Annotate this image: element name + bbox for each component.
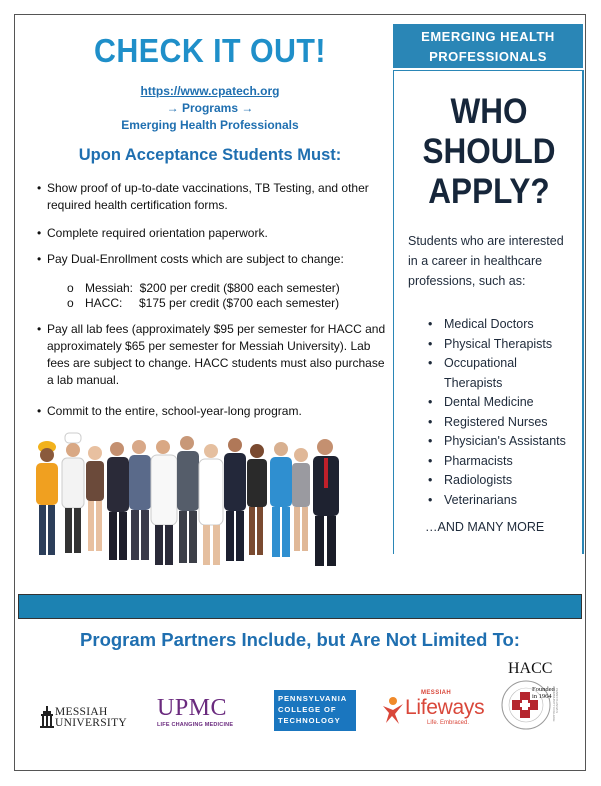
hacc-logo: HACC Founded in 1964 PENNSYLVANIA'S COMMUNITY COLLEGE — [496, 660, 562, 732]
nav-path-program-name: Emerging Health Professionals — [121, 118, 299, 132]
and-many-more-text: …AND MANY MORE — [425, 520, 545, 534]
lifeways-figure-icon — [381, 696, 405, 724]
profession-item: • Medical Doctors — [428, 317, 534, 331]
requirement-item: • Pay all lab fees (approximately $95 per semester for HACC and approximately $65 per semester for Messiah University). Lab fees are subject to change. HACC students must also purchase a lab manual. — [37, 322, 386, 387]
divider-bar — [18, 594, 582, 619]
profession-item: • Radiologists — [428, 473, 513, 487]
profession-item: • Occupational Therapists — [428, 356, 517, 390]
messiah-building-icon — [40, 706, 54, 728]
profession-item: • Physician's Assistants — [428, 434, 566, 448]
headline: CHECK IT OUT! — [94, 32, 326, 69]
website-link[interactable]: https://www.cpatech.org — [140, 84, 280, 98]
messiah-university-logo: MESSIAH UNIVERSITY — [40, 704, 130, 734]
profession-item: • Physical Therapists — [428, 336, 553, 351]
professions-list — [428, 315, 578, 510]
requirement-item: • Commit to the entire, school-year-long program. — [37, 404, 302, 418]
program-ribbon: EMERGING HEALTH PROFESSIONALS — [393, 24, 583, 68]
profession-item: • Dental Medicine — [428, 395, 534, 409]
penn-college-logo: PENNSYLVANIA COLLEGE OF TECHNOLOGY — [274, 690, 356, 731]
who-should-apply-heading: WHO SHOULD APPLY? — [422, 92, 556, 211]
partners-heading: Program Partners Include, but Are Not Limited To: — [80, 629, 520, 650]
apply-intro-text: Students who are interested in a career in healthcare professions, such as: — [408, 234, 564, 288]
messiah-lifeways-logo: MESSIAH Lifeways Life. Embraced. — [381, 690, 477, 730]
profession-item: • Registered Nurses — [428, 414, 548, 429]
requirement-item: • Complete required orientation paperwork. — [37, 226, 268, 240]
upmc-logo: UPMC LIFE CHANGING MEDICINE — [157, 695, 234, 728]
cost-item-hacc: o HACC: $175 per credit ($700 each semester) — [67, 296, 340, 310]
requirement-item: • Show proof of up-to-date vaccinations, TB Testing, and other required health certification forms. — [37, 181, 369, 212]
requirements-heading: Upon Acceptance Students Must: — [78, 146, 342, 164]
nav-path-programs: → Programs → — [166, 101, 254, 115]
healthcare-workers-illustration — [33, 425, 385, 575]
requirement-item: • Pay Dual-Enrollment costs which are subject to change: — [37, 252, 344, 266]
profession-item: • Veterinarians — [428, 492, 517, 507]
cost-item-messiah: o Messiah: $200 per credit ($800 each semester) — [67, 281, 340, 295]
profession-item: • Pharmacists — [428, 453, 513, 468]
